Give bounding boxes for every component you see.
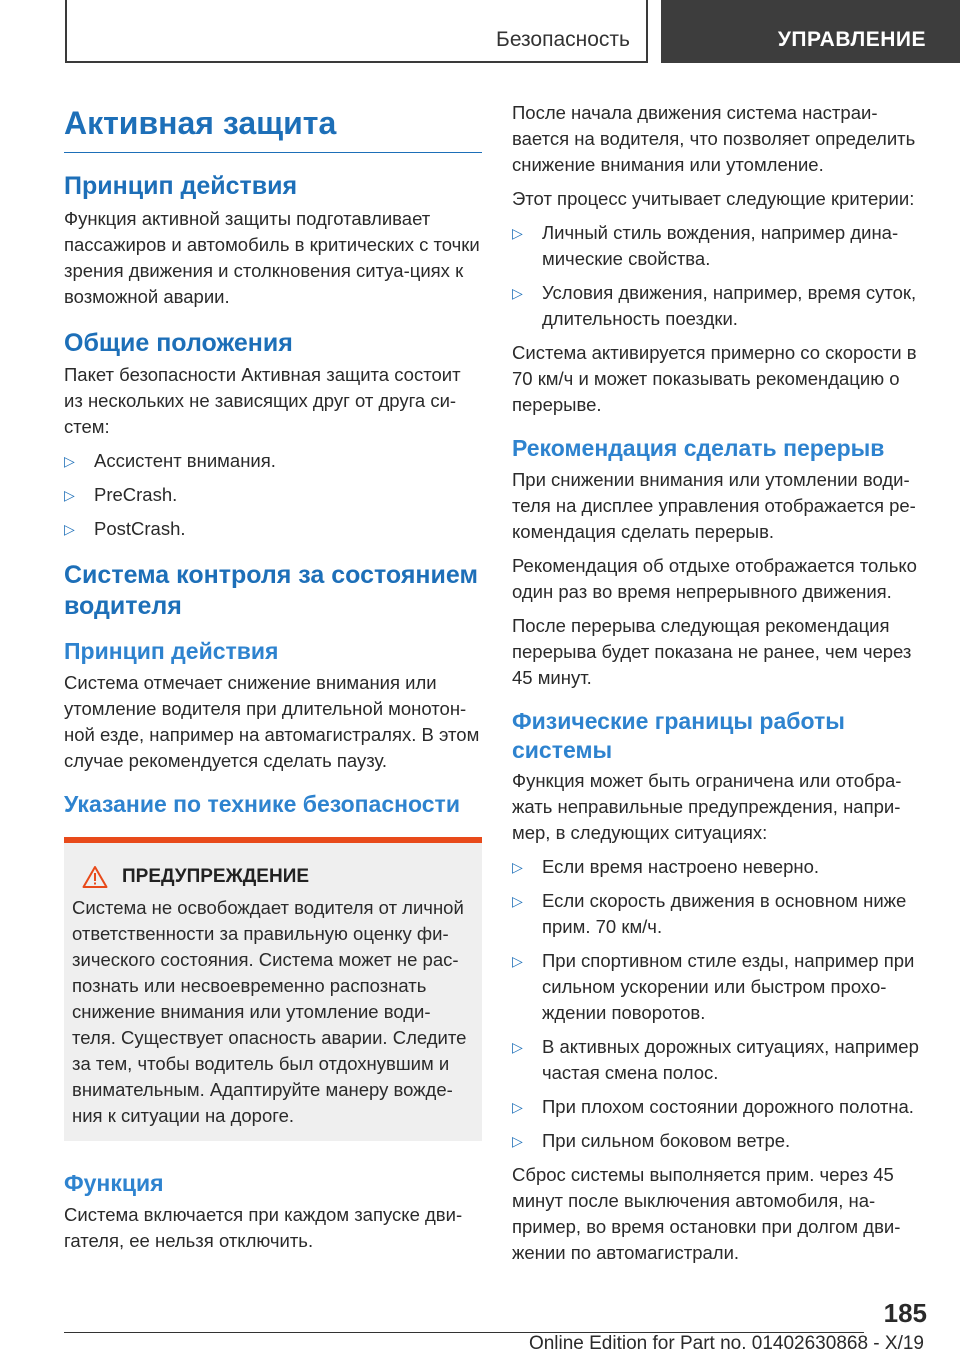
warning-box [64, 837, 482, 1141]
text-limits: Функция может быть ограничена или отобра-жать неправильные предупреждения, напри-мер, в следующих ситуациях: [512, 770, 902, 844]
warning-title: ПРЕДУПРЕЖДЕНИЕ [122, 865, 310, 887]
list-item: ▷ При спортивном стиле езды, например при сильном ускорении или быстром прохо-ждении поворотов. [512, 948, 932, 1026]
heading-driver-monitor: Система контроля за состоянием водителя [64, 561, 478, 620]
text-adaptation: После начала движения система настраи-вается на водителя, что позволяет определить снижение внимания или утомление. [512, 102, 916, 175]
text-general: Пакет безопасности Активная защита состоит из нескольких не зависящих друг от друга си-стем: [64, 364, 461, 438]
warning-triangle-icon [82, 865, 108, 889]
chapter-title: УПРАВЛЕНИЕ [777, 28, 926, 51]
heading-break: Рекомендация сделать перерыв [512, 435, 885, 461]
list-item: ▷ PreCrash. [64, 482, 482, 508]
footer-edition: Online Edition for Part no. 01402630868 - X/19 [528, 1333, 924, 1354]
list-item: ▷ PostCrash. [64, 516, 482, 542]
list-item: ▷ Ассистент внимания. [64, 448, 482, 474]
page-title: Активная защита [64, 104, 482, 153]
page-header [65, 0, 960, 65]
systems-list [64, 448, 482, 542]
warning-text: Система не освобождает водителя от личной ответственности за правильную оценку фи-зического состояния. Система может не рас-познать или несвоевременно распознать снижение внимания или утомление води-теля. Существует опасность аварии. Следите за тем, чтобы водитель был отдохнувшим и внимательным. Адаптируйте манеру вожде-ния к ситуации на дороге. [72, 896, 467, 1126]
heading-limits: Физические границы работы системы [512, 707, 845, 763]
list-item: ▷ При сильном боковом ветре. [512, 1128, 932, 1154]
page-number: 185 [883, 1298, 927, 1328]
warning-header [72, 865, 474, 889]
heading-general: Общие положения [64, 328, 293, 357]
list-item: ▷ Личный стиль вождения, например дина-мические свойства. [512, 220, 932, 272]
text-driver-monitor: Система отмечает снижение внимания или утомление водителя при длительной монотон-ной езде, например на автомагистралях. В этом случае рекомендуется сделать паузу. [64, 672, 480, 772]
list-item: ▷ Если время настроено неверно. [512, 854, 932, 880]
left-column [64, 104, 482, 1262]
list-item: ▷ При плохом состоянии дорожного полотна. [512, 1094, 932, 1120]
text-criteria-intro: Этот процесс учитывает следующие критерии: [512, 188, 915, 209]
list-item: ▷ В активных дорожных ситуациях, например частая смена полос. [512, 1034, 932, 1086]
text-function: Система включается при каждом запуске дви-гателя, ее нельзя отключить. [64, 1203, 463, 1251]
heading-function: Функция [64, 1169, 164, 1196]
text-break-1: При снижении внимания или утомлении води-теля на дисплее управления отображается ре-комендация сделать перерыв. [512, 468, 916, 542]
list-item: ▷ Если скорость движения в основном ниже прим. 70 км/ч. [512, 888, 932, 940]
text-reset: Сброс системы выполняется прим. через 45 минут после выключения автомобиля, на-пример, во время остановки при долгом дви-жении по автомагистрали. [512, 1164, 901, 1264]
heading-principle: Принцип действия [64, 172, 298, 201]
section-tab [65, 0, 648, 63]
text-principle: Функция активной защиты подготавливает пассажиров и автомобиль в критических с точки зрения движения и столкновения ситуа-циях к возможной аварии. [64, 207, 480, 307]
criteria-list [512, 220, 932, 332]
heading-safety: Указание по технике безопасности [64, 791, 460, 818]
chapter-tab [661, 0, 960, 63]
text-activation: Система активируется примерно со скорости в 70 км/ч и может показывать рекомендацию о перерыве. [512, 342, 917, 415]
section-title: Безопасность [496, 28, 630, 51]
text-break-3: После перерыва следующая рекомендация перерыва будет показана не ранее, чем через 45 минут. [512, 614, 912, 688]
subheading-principle: Принцип действия [64, 638, 279, 665]
right-column [512, 100, 932, 1274]
list-item: ▷ Условия движения, например, время суток, длительность поездки. [512, 280, 932, 332]
text-break-2: Рекомендация об отдыхе отображается только один раз во время непрерывного движения. [512, 554, 917, 602]
limits-list [512, 854, 932, 1154]
